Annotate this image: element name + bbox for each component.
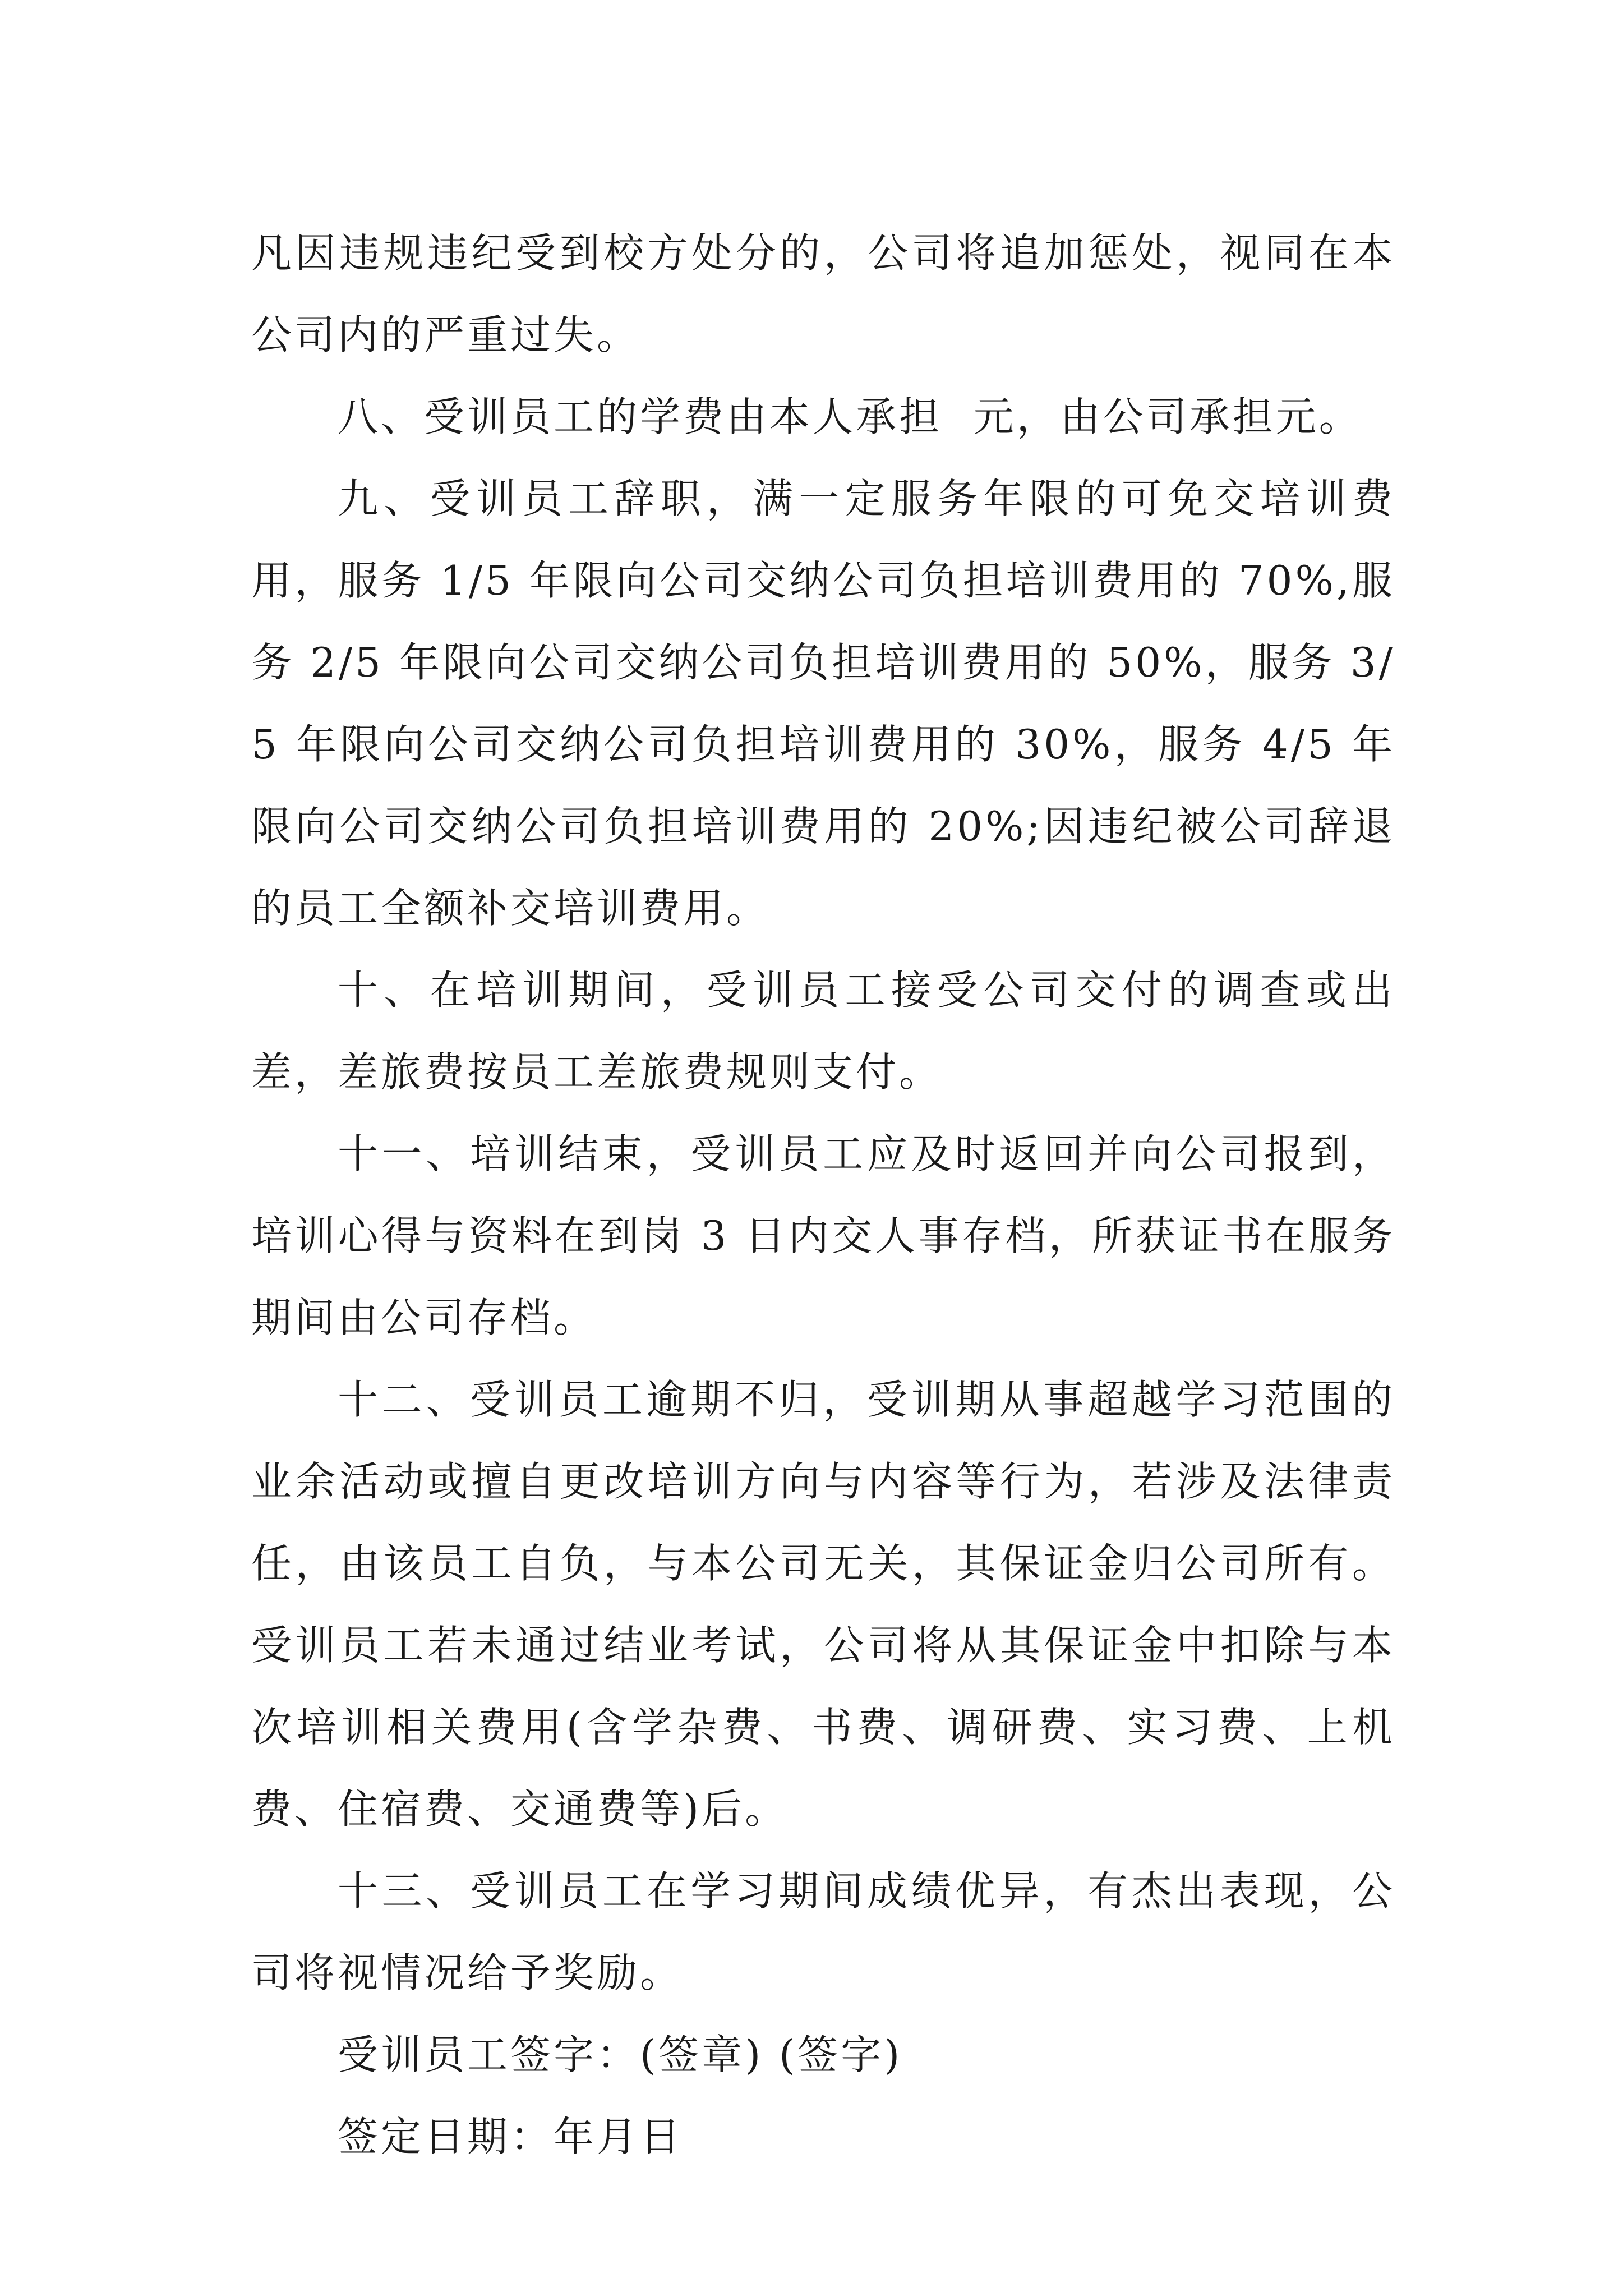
clause-8: 八、受训员工的学费由本人承担 元，由公司承担元。 bbox=[338, 393, 1362, 440]
document-page bbox=[251, 212, 1395, 2178]
clause-9: 九、受训员工辞职，满一定服务年限的可免交培训费用，服务 1/5 年限向公司交纳公司负担培训费用的 70%,服务 2/5 年限向公司交纳公司负担培训费用的 50%，服务 3/5 年限向公司交纳公司负担培训费用的 30%，服务 4/5 年限向公司交纳公司负担培训费用的 20%;因违纪被公司辞退的员工全额补交培训费用。 bbox=[251, 475, 1395, 932]
signing-date-line: 签定日期：年月日 bbox=[338, 2113, 684, 2160]
paragraph-continued: 凡因违规违纪受到校方处分的，公司将追加惩处，视同在本公司内的严重过失。 bbox=[251, 229, 1395, 358]
clause-13: 十三、受训员工在学习期间成绩优异，有杰出表现，公司将视情况给予奖励。 bbox=[251, 1867, 1395, 1996]
clause-11: 十一、培训结束，受训员工应及时返回并向公司报到，培训心得与资料在到岗 3 日内交人事存档，所获证书在服务期间由公司存档。 bbox=[251, 1130, 1395, 1341]
clause-12: 十二、受训员工逾期不归，受训期从事超越学习范围的业余活动或擅自更改培训方向与内容等行为，若涉及法律责任，由该员工自负，与本公司无关，其保证金归公司所有。受训员工若未通过结业考试，公司将从其保证金中扣除与本次培训相关费用(含学杂费、书费、调研费、实习费、上机费、住宿费、交通费等)后。 bbox=[251, 1376, 1395, 1833]
clause-10: 十、在培训期间，受训员工接受公司交付的调查或出差，差旅费按员工差旅费规则支付。 bbox=[251, 967, 1395, 1096]
signature-line: 受训员工签字：(签章) (签字) bbox=[338, 2031, 903, 2078]
